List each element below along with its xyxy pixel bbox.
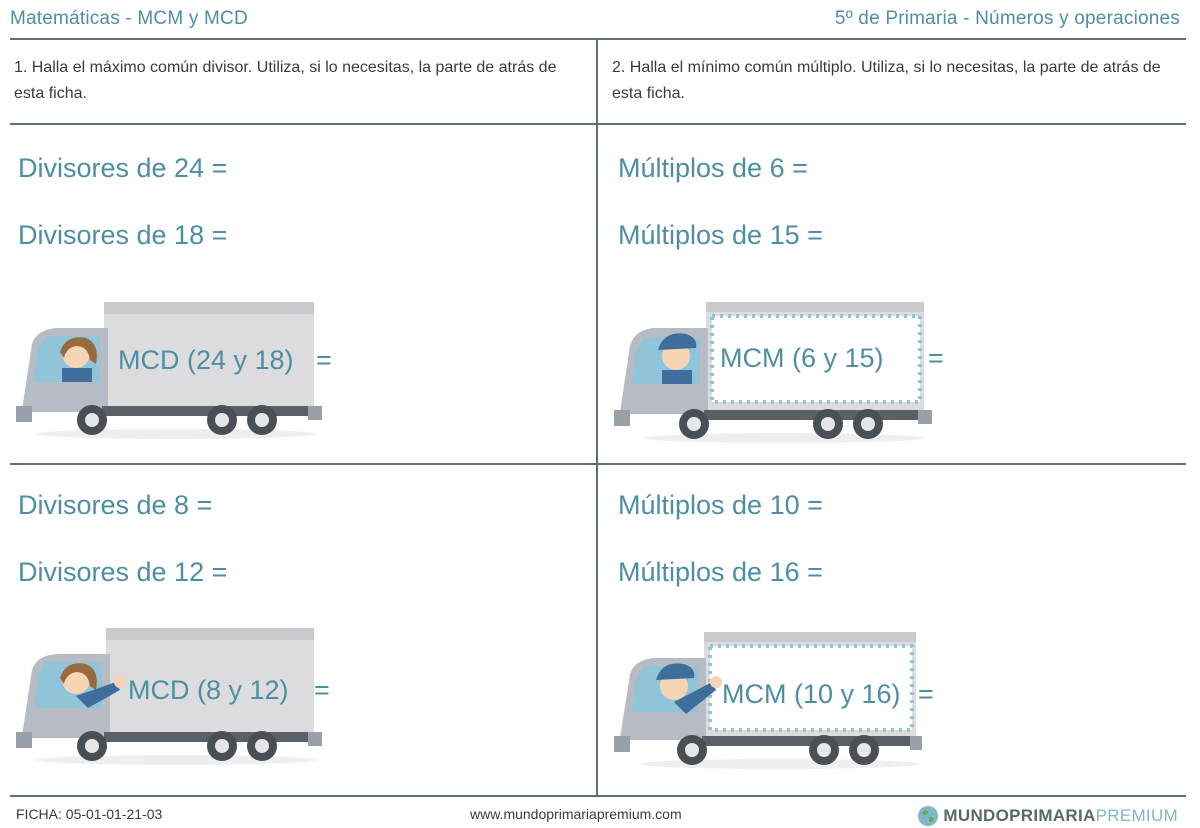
question-multiples-10: Múltiplos de 10 = (618, 490, 823, 520)
globe-icon (917, 805, 939, 827)
result-equals: = (316, 345, 332, 375)
instructions-rule (10, 123, 1186, 125)
worksheet-title: Matemáticas - MCM y MCD (10, 8, 248, 29)
question-divisors-18: Divisores de 18 = (18, 220, 228, 250)
brand-logo (917, 805, 1178, 827)
question-multiples-6: Múltiplos de 6 = (618, 153, 808, 183)
question-multiples-16: Múltiplos de 16 = (618, 557, 823, 587)
logo-word-mundo: MUNDO (943, 806, 1010, 825)
result-equals: = (928, 343, 944, 373)
result-mcd-24-18: MCD (24 y 18) (118, 345, 294, 375)
worksheet-grade-topic: 5º de Primaria - Números y operaciones (834, 8, 1180, 29)
middle-rule (10, 463, 1186, 465)
question-multiples-15: Múltiplos de 15 = (618, 220, 823, 250)
question-divisors-12: Divisores de 12 = (18, 557, 228, 587)
question-divisors-24: Divisores de 24 = (18, 153, 228, 183)
ficha-code: FICHA: 05-01-01-21-03 (16, 806, 163, 822)
question-divisors-8: Divisores de 8 = (18, 490, 213, 520)
logo-word-primaria: PRIMARIA (1009, 806, 1096, 825)
instruction-left: 1. Halla el máximo común divisor. Utiliza, si lo necesitas, la parte de atrás de esta ficha. (14, 59, 557, 102)
result-equals: = (314, 675, 330, 705)
header-rule (10, 38, 1186, 40)
instruction-right: 2. Halla el mínimo común múltiplo. Utiliza, si lo necesitas, la parte de atrás de esta ficha. (612, 59, 1161, 102)
result-mcm-10-16: MCM (10 y 16) (722, 679, 901, 709)
result-mcm-6-15: MCM (6 y 15) (720, 343, 884, 373)
result-mcd-8-12: MCD (8 y 12) (128, 675, 289, 705)
site-url[interactable]: www.mundoprimariapremium.com (470, 806, 682, 822)
result-equals: = (918, 679, 934, 709)
footer-rule (10, 795, 1186, 797)
center-divider (596, 38, 598, 795)
logo-word-premium: PREMIUM (1095, 806, 1178, 825)
